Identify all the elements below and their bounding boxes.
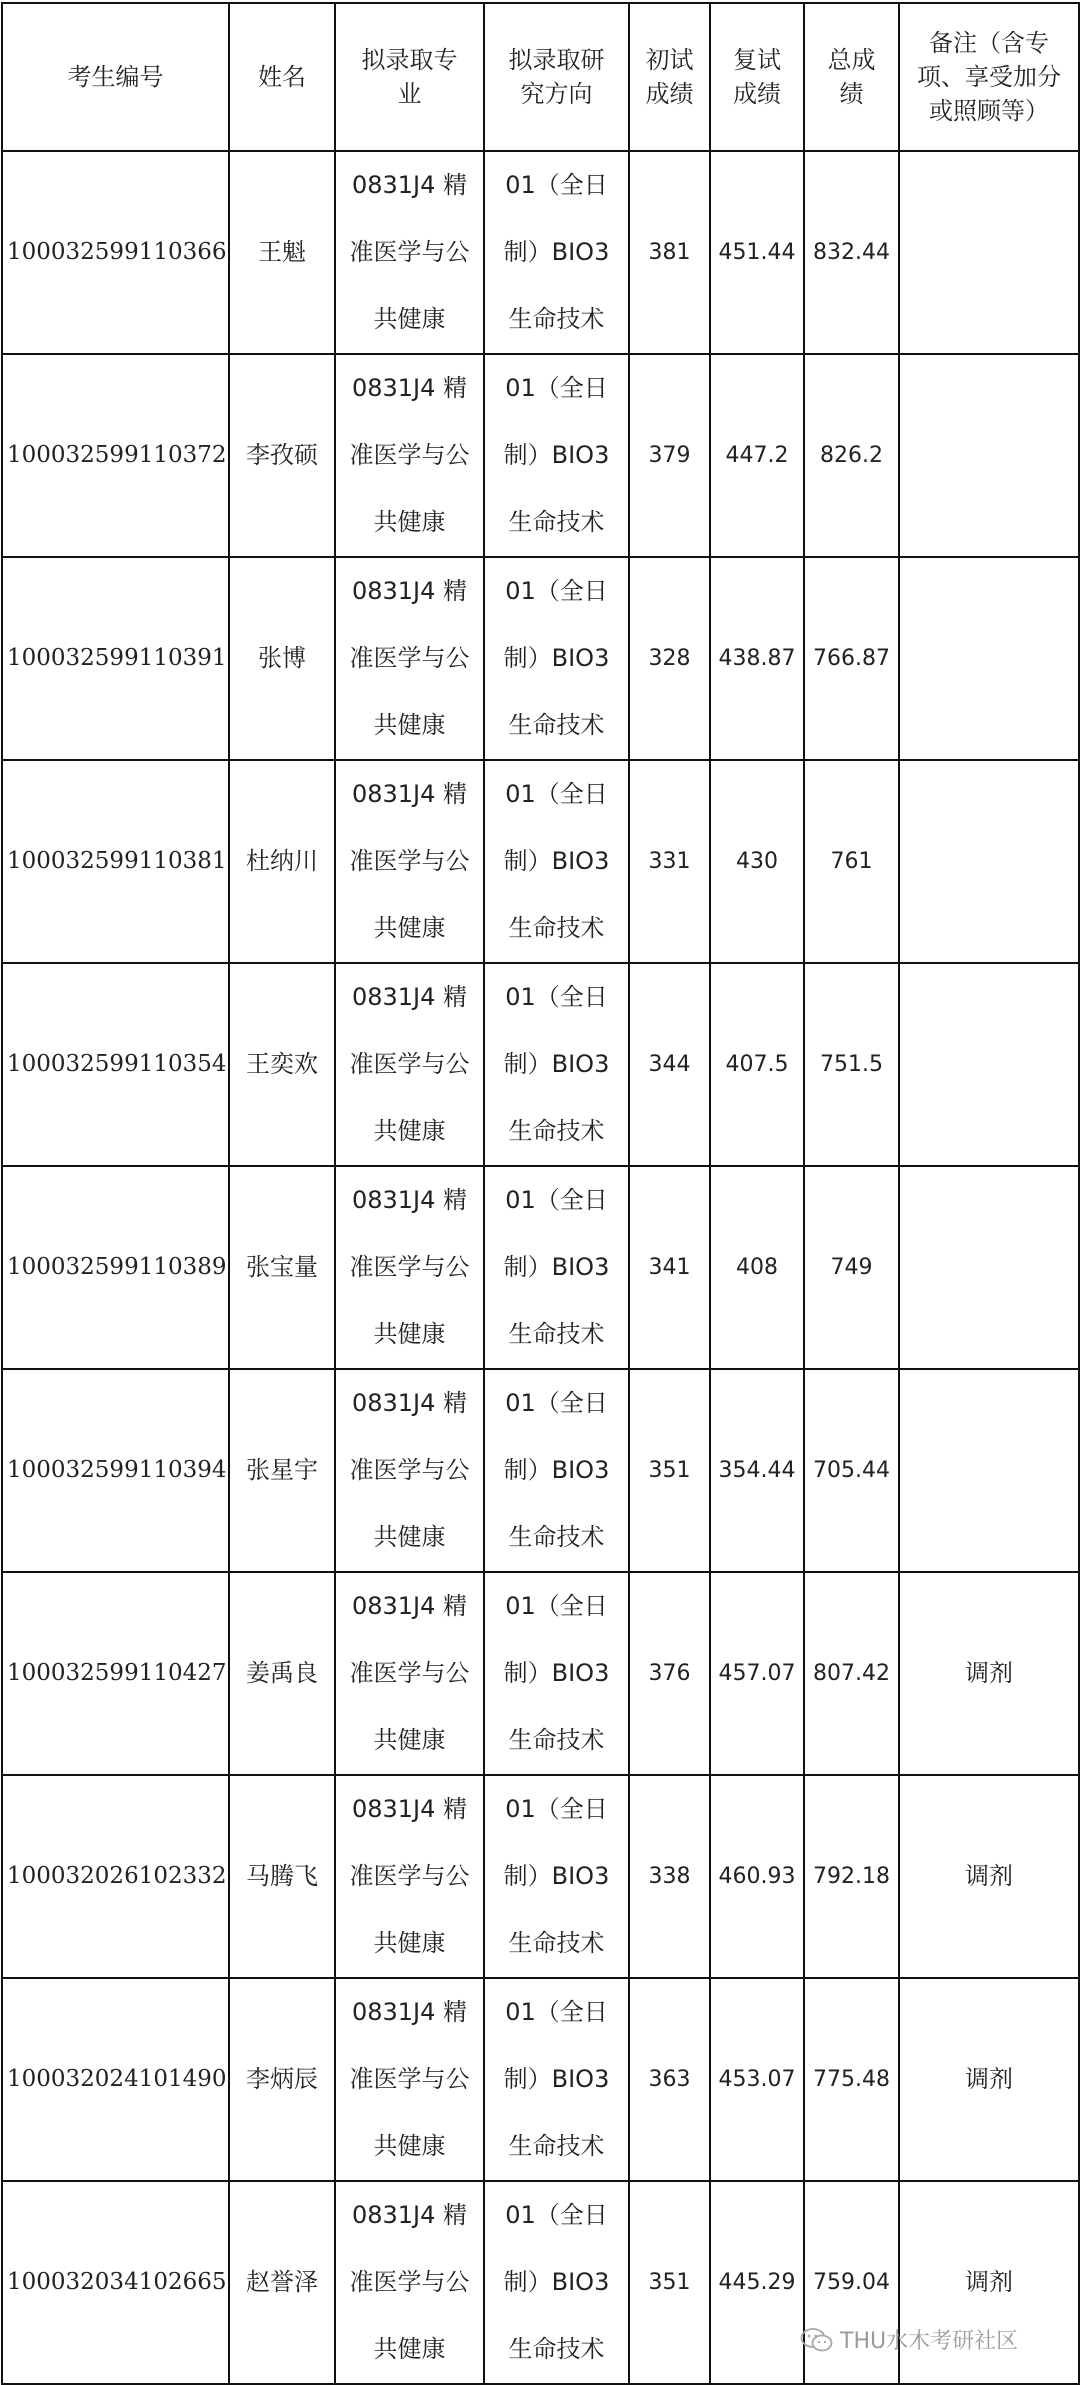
cell-retest-score: 354.44 [710,1369,804,1572]
table-row [2,1369,1079,1572]
watermark [800,2324,1018,2355]
cell-student-id: 100032599110354 [2,963,229,1166]
table-row [2,1572,1079,1775]
cell-name: 张宝量 [229,1166,335,1369]
cell-total-score: 807.42 [804,1572,899,1775]
cell-direction: 01（全日 制）BIO3 生命技术 [484,2181,629,2384]
cell-note [899,354,1079,557]
cell-prelim-score: 341 [629,1166,710,1369]
cell-direction: 01（全日 制）BIO3 生命技术 [484,760,629,963]
admission-table [1,2,1080,2385]
cell-major: 0831J4 精 准医学与公 共健康 [335,354,484,557]
cell-total-score: 792.18 [804,1775,899,1978]
cell-student-id: 100032599110372 [2,354,229,557]
cell-note [899,760,1079,963]
cell-major: 0831J4 精 准医学与公 共健康 [335,1978,484,2181]
cell-retest-score: 453.07 [710,1978,804,2181]
table-row [2,1166,1079,1369]
cell-prelim-score: 331 [629,760,710,963]
cell-student-id: 100032599110394 [2,1369,229,1572]
cell-direction: 01（全日 制）BIO3 生命技术 [484,557,629,760]
cell-retest-score: 445.29 [710,2181,804,2384]
table-header [2,3,1079,151]
cell-student-id: 100032599110389 [2,1166,229,1369]
cell-name: 马腾飞 [229,1775,335,1978]
cell-student-id: 100032034102665 [2,2181,229,2384]
header-name: 姓名 [229,3,335,151]
cell-name: 王魁 [229,151,335,354]
cell-name: 姜禹良 [229,1572,335,1775]
cell-prelim-score: 344 [629,963,710,1166]
cell-direction: 01（全日 制）BIO3 生命技术 [484,1775,629,1978]
cell-major: 0831J4 精 准医学与公 共健康 [335,760,484,963]
cell-direction: 01（全日 制）BIO3 生命技术 [484,1572,629,1775]
cell-student-id: 100032599110381 [2,760,229,963]
cell-retest-score: 430 [710,760,804,963]
cell-note: 调剂 [899,2181,1079,2384]
cell-prelim-score: 351 [629,2181,710,2384]
cell-name: 李孜硕 [229,354,335,557]
cell-major: 0831J4 精 准医学与公 共健康 [335,557,484,760]
cell-direction: 01（全日 制）BIO3 生命技术 [484,1369,629,1572]
cell-prelim-score: 376 [629,1572,710,1775]
cell-direction: 01（全日 制）BIO3 生命技术 [484,963,629,1166]
cell-retest-score: 408 [710,1166,804,1369]
cell-student-id: 100032599110427 [2,1572,229,1775]
cell-note [899,1166,1079,1369]
header-student-id: 考生编号 [2,3,229,151]
cell-note [899,557,1079,760]
table-row [2,1978,1079,2181]
header-prelim-score: 初试 成绩 [629,3,710,151]
cell-name: 李炳辰 [229,1978,335,2181]
cell-retest-score: 451.44 [710,151,804,354]
header-total-score: 总成 绩 [804,3,899,151]
header-row [2,3,1079,151]
cell-total-score: 761 [804,760,899,963]
header-retest-score: 复试 成绩 [710,3,804,151]
cell-note: 调剂 [899,1775,1079,1978]
cell-name: 赵誉泽 [229,2181,335,2384]
cell-direction: 01（全日 制）BIO3 生命技术 [484,354,629,557]
cell-retest-score: 407.5 [710,963,804,1166]
cell-total-score: 775.48 [804,1978,899,2181]
cell-direction: 01（全日 制）BIO3 生命技术 [484,1166,629,1369]
cell-total-score: 832.44 [804,151,899,354]
cell-note: 调剂 [899,1572,1079,1775]
cell-major: 0831J4 精 准医学与公 共健康 [335,1369,484,1572]
cell-name: 张星宇 [229,1369,335,1572]
cell-major: 0831J4 精 准医学与公 共健康 [335,1572,484,1775]
cell-note [899,1369,1079,1572]
header-major: 拟录取专 业 [335,3,484,151]
cell-name: 杜纳川 [229,760,335,963]
cell-prelim-score: 351 [629,1369,710,1572]
cell-major: 0831J4 精 准医学与公 共健康 [335,151,484,354]
cell-prelim-score: 379 [629,354,710,557]
cell-student-id: 100032024101490 [2,1978,229,2181]
cell-prelim-score: 338 [629,1775,710,1978]
cell-major: 0831J4 精 准医学与公 共健康 [335,2181,484,2384]
cell-major: 0831J4 精 准医学与公 共健康 [335,1775,484,1978]
cell-retest-score: 457.07 [710,1572,804,1775]
cell-total-score: 759.04 [804,2181,899,2384]
cell-student-id: 100032599110366 [2,151,229,354]
cell-note [899,963,1079,1166]
cell-total-score: 749 [804,1166,899,1369]
cell-total-score: 826.2 [804,354,899,557]
cell-note: 调剂 [899,1978,1079,2181]
cell-name: 张博 [229,557,335,760]
watermark-text: THU水木考研社区 [840,2329,1019,2354]
cell-student-id: 100032026102332 [2,1775,229,1978]
cell-major: 0831J4 精 准医学与公 共健康 [335,963,484,1166]
cell-retest-score: 460.93 [710,1775,804,1978]
cell-total-score: 751.5 [804,963,899,1166]
table-row [2,557,1079,760]
cell-student-id: 100032599110391 [2,557,229,760]
cell-major: 0831J4 精 准医学与公 共健康 [335,1166,484,1369]
table-row [2,760,1079,963]
cell-retest-score: 447.2 [710,354,804,557]
cell-note [899,151,1079,354]
wechat-icon [800,2327,834,2353]
cell-direction: 01（全日 制）BIO3 生命技术 [484,151,629,354]
header-note: 备注（含专 项、享受加分 或照顾等） [899,3,1079,151]
table-body [2,151,1079,2384]
cell-prelim-score: 363 [629,1978,710,2181]
cell-prelim-score: 328 [629,557,710,760]
table-row [2,354,1079,557]
cell-prelim-score: 381 [629,151,710,354]
table-row [2,151,1079,354]
cell-direction: 01（全日 制）BIO3 生命技术 [484,1978,629,2181]
header-direction: 拟录取研 究方向 [484,3,629,151]
table-row [2,963,1079,1166]
cell-total-score: 705.44 [804,1369,899,1572]
cell-total-score: 766.87 [804,557,899,760]
cell-retest-score: 438.87 [710,557,804,760]
table-row [2,1775,1079,1978]
cell-name: 王奕欢 [229,963,335,1166]
